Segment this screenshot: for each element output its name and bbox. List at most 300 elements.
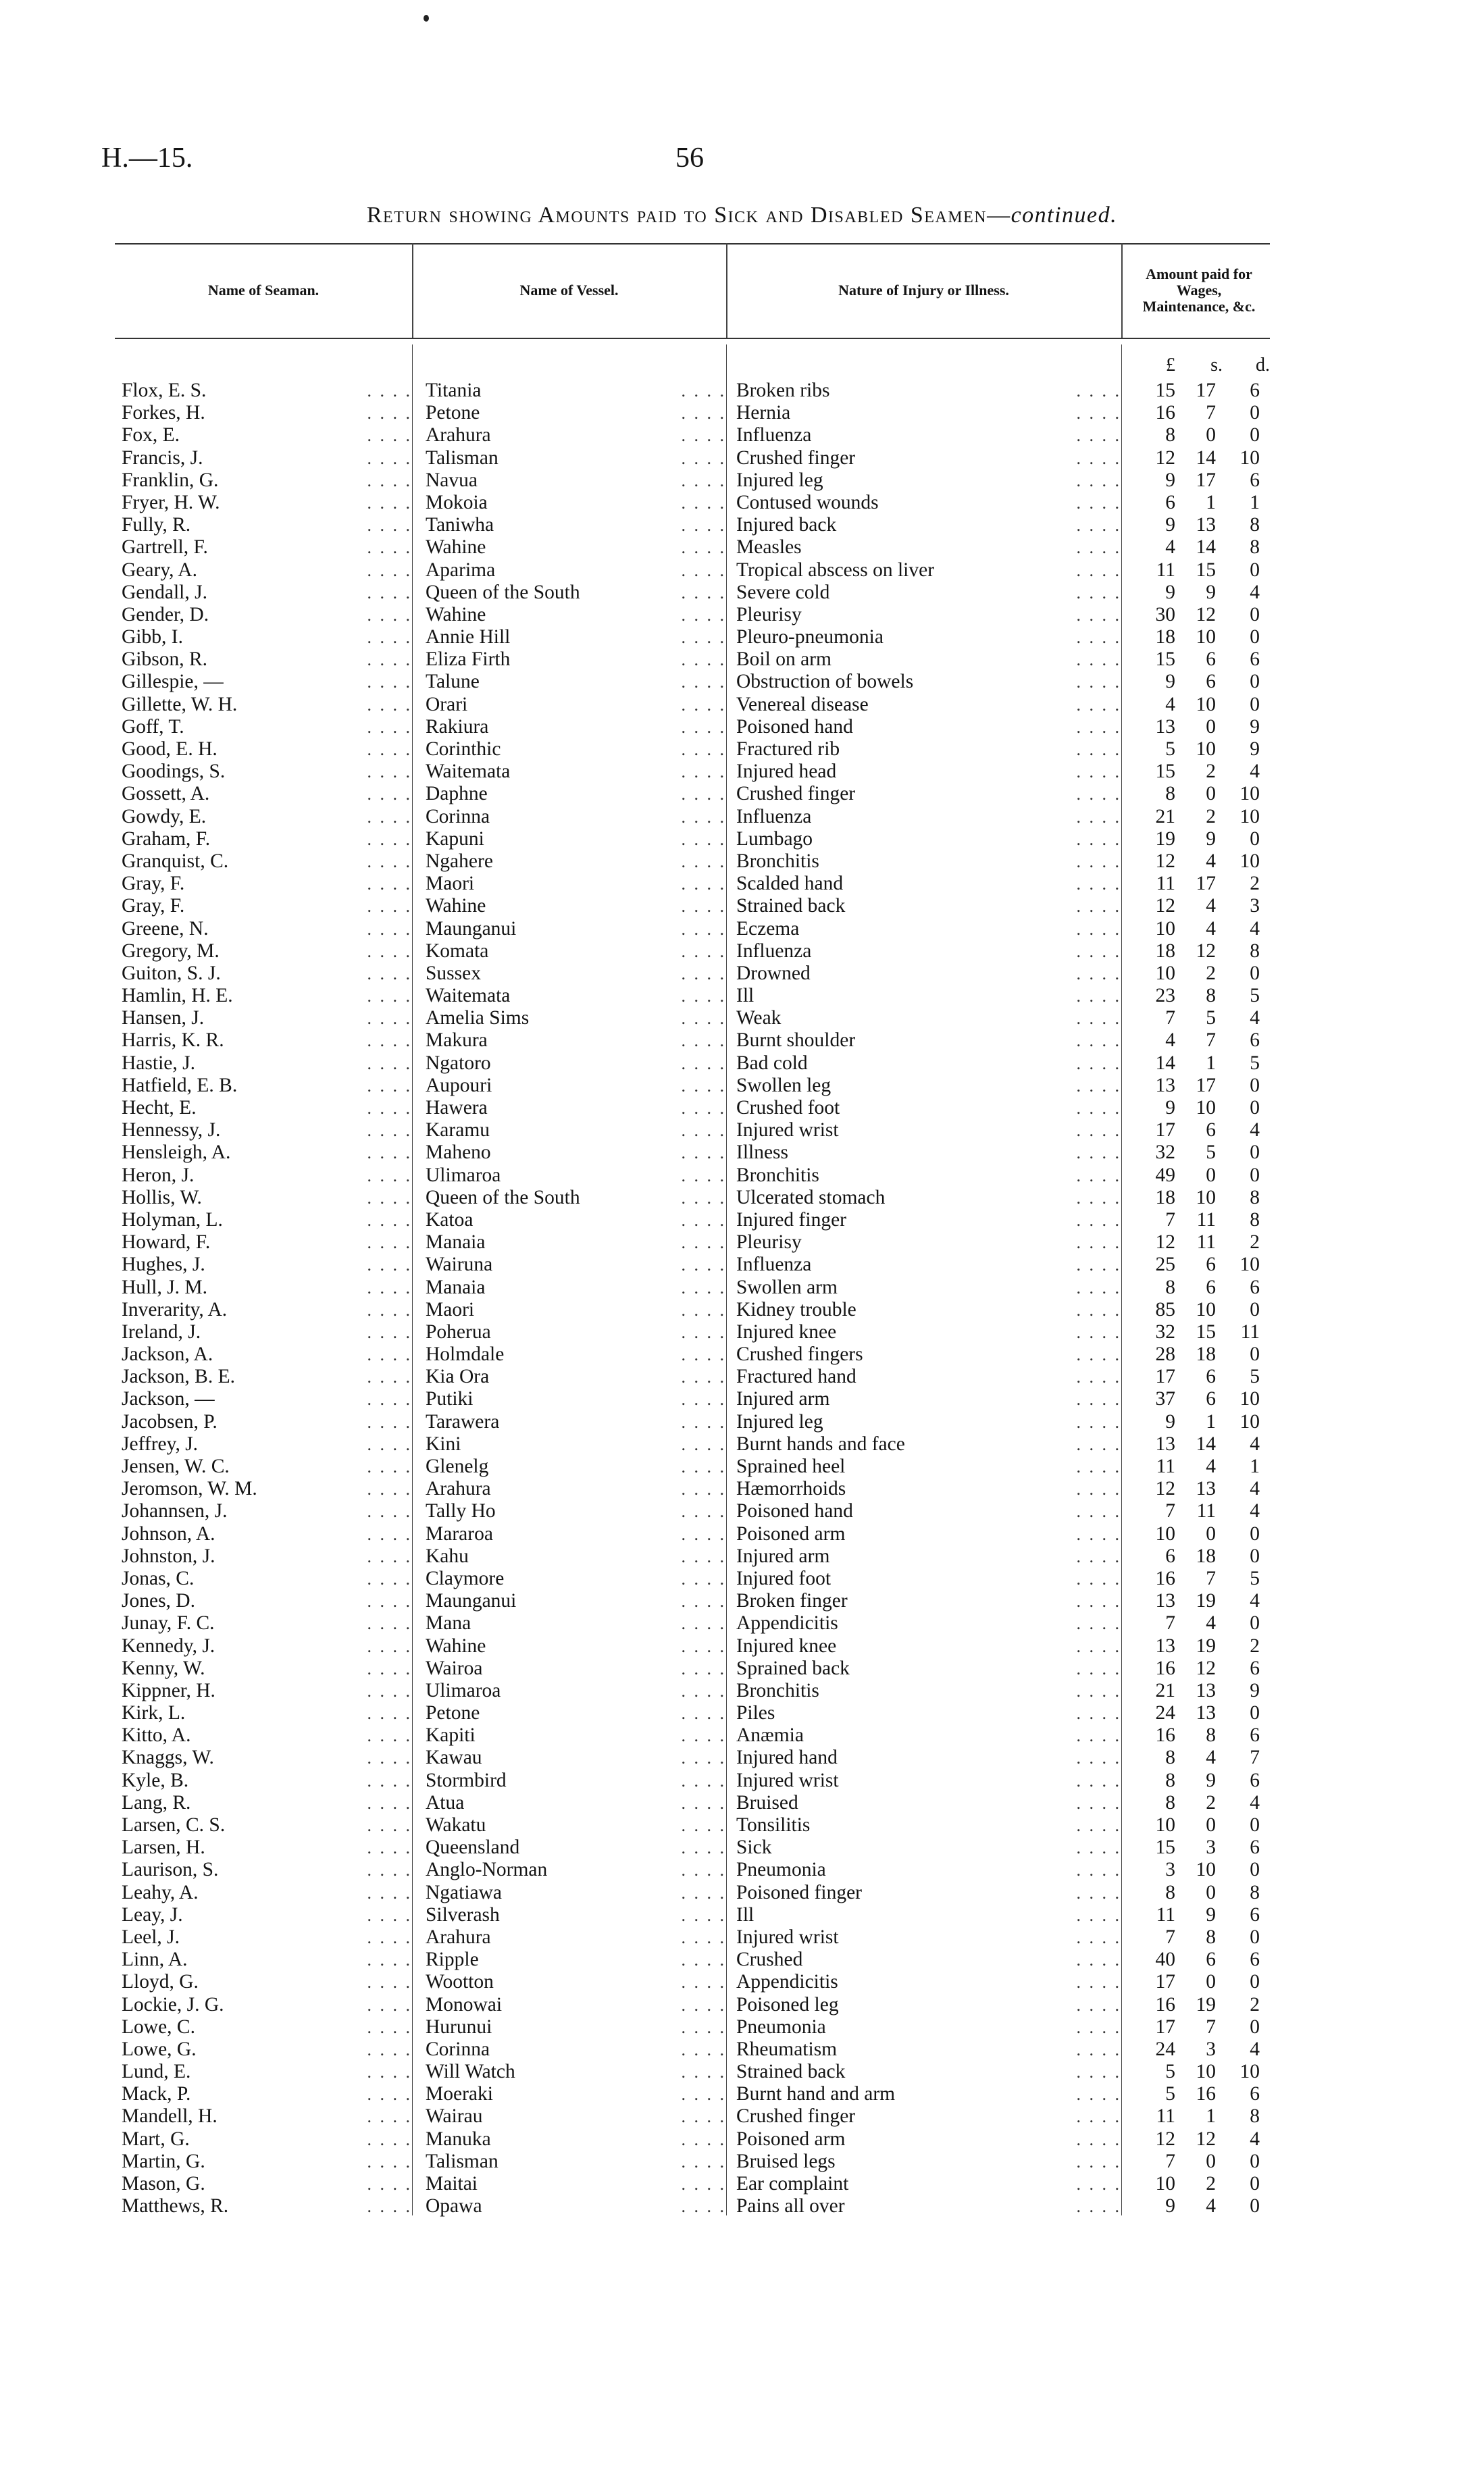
seaman-name: Linn, A. <box>122 1949 188 1971</box>
vessel-name: Claymore <box>426 1567 505 1589</box>
table-row <box>115 469 1270 492</box>
dot-leader: . . . . <box>367 941 412 961</box>
injury-nature: Crushed fingers <box>736 1343 863 1366</box>
dot-leader: . . . . <box>1076 1927 1121 1947</box>
seaman-name: Hecht, E. <box>122 1097 197 1119</box>
table-row <box>115 1523 1270 1545</box>
amount-shillings: 1 <box>1206 1052 1216 1074</box>
dot-leader: . . . . <box>367 1255 412 1275</box>
amount-shillings: 6 <box>1206 1388 1216 1410</box>
table-row <box>115 1029 1270 1052</box>
dot-leader: . . . . <box>367 1591 412 1612</box>
amount-shillings: 17 <box>1196 1074 1216 1096</box>
amount-pounds: 18 <box>1155 940 1175 962</box>
injury-nature: Injured knee <box>736 1320 837 1343</box>
amount-shillings: 6 <box>1206 1949 1216 1971</box>
dot-leader: . . . . <box>681 1972 726 1993</box>
page-number: 56 <box>675 143 704 174</box>
table-row <box>115 2061 1270 2083</box>
vessel-name: Queen of the South <box>426 581 580 603</box>
amount-shillings: 0 <box>1206 1814 1216 1836</box>
vessel-name: Maunganui <box>426 917 517 940</box>
amount-pounds: 13 <box>1155 715 1175 738</box>
seaman-name: Hastie, J. <box>122 1052 195 1074</box>
dot-leader: . . . . <box>1076 874 1121 894</box>
dot-leader: . . . . <box>367 806 412 827</box>
table-row <box>115 1075 1270 1097</box>
vessel-name: Orari <box>426 693 468 715</box>
vessel-name: Amelia Sims <box>426 1007 530 1029</box>
dot-leader: . . . . <box>1076 2084 1121 2105</box>
amount-pounds: 7 <box>1165 1612 1175 1635</box>
dot-leader: . . . . <box>1076 1680 1121 1701</box>
vessel-name: Manaia <box>426 1231 486 1254</box>
amount-pence: 6 <box>1250 1837 1260 1859</box>
dot-leader: . . . . <box>367 1008 412 1029</box>
seaman-name: Fryer, H. W. <box>122 491 220 513</box>
dot-leader: . . . . <box>367 874 412 894</box>
injury-nature: Scalded hand <box>736 873 844 895</box>
dot-leader: . . . . <box>1076 1031 1121 1051</box>
injury-nature: Injured arm <box>736 1388 830 1410</box>
injury-nature: Sick <box>736 1837 772 1859</box>
injury-nature: Injured wrist <box>736 1769 839 1791</box>
dot-leader: . . . . <box>367 582 412 602</box>
injury-nature: Boil on arm <box>736 648 831 671</box>
vessel-name: Manuka <box>426 2128 491 2150</box>
table-row <box>115 1837 1270 1859</box>
seaman-name: Martin, G. <box>122 2150 205 2172</box>
amount-pence: 4 <box>1250 1590 1260 1612</box>
seaman-name: Hamlin, H. E. <box>122 985 233 1007</box>
table-row <box>115 1299 1270 1321</box>
amount-shillings: 3 <box>1206 2038 1216 2060</box>
dot-leader: . . . . <box>1076 1121 1121 1141</box>
dot-leader: . . . . <box>1076 2039 1121 2059</box>
dot-leader: . . . . <box>1076 1233 1121 1253</box>
dot-leader: . . . . <box>1076 1748 1121 1768</box>
vessel-name: Petone <box>426 402 480 424</box>
amount-pence: 9 <box>1250 1679 1260 1701</box>
vessel-name: Wootton <box>426 1971 494 1993</box>
amount-pence: 6 <box>1250 1949 1260 1971</box>
dot-leader: . . . . <box>367 1233 412 1253</box>
dot-leader: . . . . <box>1076 492 1121 513</box>
amount-shillings: 19 <box>1196 1590 1216 1612</box>
dot-leader: . . . . <box>681 2174 726 2194</box>
table-row <box>115 2016 1270 2038</box>
amount-pence: 4 <box>1250 581 1260 603</box>
table-row <box>115 1277 1270 1299</box>
amount-pounds: 10 <box>1155 1522 1175 1545</box>
amount-shillings: 2 <box>1206 962 1216 984</box>
injury-nature: Crushed finger <box>736 2105 856 2128</box>
amount-shillings: 10 <box>1196 738 1216 760</box>
dot-leader: . . . . <box>681 694 726 715</box>
table-row <box>115 1254 1270 1276</box>
injury-nature: Influenza <box>736 940 812 962</box>
dot-leader: . . . . <box>681 1882 726 1903</box>
amount-pence: 4 <box>1250 761 1260 783</box>
page-title <box>0 203 1484 228</box>
amount-pence: 8 <box>1250 940 1260 962</box>
amount-shillings: 7 <box>1206 1567 1216 1589</box>
amount-shillings: 4 <box>1206 1456 1216 1477</box>
column-divider <box>1121 243 1123 338</box>
dot-leader: . . . . <box>1076 1546 1121 1566</box>
dot-leader: . . . . <box>367 672 412 692</box>
amount-pence: 3 <box>1250 895 1260 917</box>
vessel-name: Arahura <box>426 1478 491 1500</box>
amount-pence: 0 <box>1250 2016 1260 2038</box>
dot-leader: . . . . <box>367 515 412 536</box>
amount-pence: 0 <box>1250 1971 1260 1993</box>
amount-shillings: 10 <box>1196 1186 1216 1208</box>
amount-pounds: 28 <box>1155 1343 1175 1366</box>
amount-pence: 6 <box>1250 1903 1260 1926</box>
amount-pounds: 18 <box>1155 1186 1175 1208</box>
injury-nature: Eczema <box>736 917 800 940</box>
dot-leader: . . . . <box>681 1031 726 1051</box>
vessel-name: Maheno <box>426 1141 491 1164</box>
dot-leader: . . . . <box>367 1457 412 1477</box>
seaman-name: Gray, F. <box>122 895 185 917</box>
table-row <box>115 1904 1270 1926</box>
table-row <box>115 1926 1270 1949</box>
dot-leader: . . . . <box>1076 963 1121 983</box>
amount-shillings: 0 <box>1206 1522 1216 1545</box>
dot-leader: . . . . <box>367 1502 412 1522</box>
dot-leader: . . . . <box>1076 1905 1121 1925</box>
injury-nature: Poisoned leg <box>736 1993 839 2016</box>
dot-leader: . . . . <box>681 963 726 983</box>
amount-pounds: 9 <box>1165 469 1175 491</box>
amount-pounds: 19 <box>1155 827 1175 850</box>
amount-pounds: 21 <box>1155 1679 1175 1701</box>
injury-nature: Burnt hand and arm <box>736 2083 896 2105</box>
dot-leader: . . . . <box>681 1816 726 1835</box>
amount-pounds: 24 <box>1155 2038 1175 2060</box>
vessel-name: Mararoa <box>426 1522 493 1545</box>
dot-leader: . . . . <box>681 1412 726 1432</box>
dot-leader: . . . . <box>681 1614 726 1634</box>
dot-leader: . . . . <box>681 1860 726 1880</box>
amount-pounds: 32 <box>1155 1320 1175 1343</box>
seaman-name: Inverarity, A. <box>122 1298 228 1320</box>
table-row <box>115 1658 1270 1680</box>
seaman-name: Ireland, J. <box>122 1320 201 1343</box>
seaman-name: Johnston, J. <box>122 1545 215 1567</box>
amount-pounds: 12 <box>1155 446 1175 469</box>
amount-pence: 10 <box>1239 850 1260 872</box>
vessel-name: Taniwha <box>426 514 494 536</box>
amount-shillings: 0 <box>1206 2150 1216 2172</box>
amount-pounds: 21 <box>1155 805 1175 827</box>
amount-pounds: 7 <box>1165 1926 1175 1948</box>
vessel-name: Arahura <box>426 1926 491 1948</box>
seaman-name: Fox, E. <box>122 424 180 446</box>
amount-pence: 0 <box>1250 827 1260 850</box>
amount-shillings: 7 <box>1206 2016 1216 2038</box>
dot-leader: . . . . <box>1076 1389 1121 1410</box>
dot-leader: . . . . <box>367 851 412 871</box>
injury-nature: Poisoned hand <box>736 715 853 738</box>
seaman-name: Hensleigh, A. <box>122 1141 231 1164</box>
injury-nature: Injured arm <box>736 1545 830 1567</box>
amount-shillings: 12 <box>1196 2128 1216 2150</box>
dot-leader: . . . . <box>1076 1636 1121 1656</box>
amount-pence: 0 <box>1250 1522 1260 1545</box>
vessel-name: Katoa <box>426 1208 474 1231</box>
dot-leader: . . . . <box>681 1636 726 1656</box>
table-row <box>115 1859 1270 1881</box>
injury-nature: Poisoned arm <box>736 2128 846 2150</box>
dot-leader: . . . . <box>367 1322 412 1342</box>
injury-nature: Influenza <box>736 805 812 827</box>
injury-nature: Kidney trouble <box>736 1298 856 1320</box>
injury-nature: Pains all over <box>736 2195 845 2217</box>
dot-leader: . . . . <box>367 1882 412 1903</box>
amount-pence: 0 <box>1250 1926 1260 1948</box>
amount-pounds: 16 <box>1155 1993 1175 2016</box>
dot-leader: . . . . <box>367 1345 412 1365</box>
amount-pounds: 16 <box>1155 1567 1175 1589</box>
injury-nature: Appendicitis <box>736 1971 838 1993</box>
amount-pence: 0 <box>1250 626 1260 648</box>
amount-shillings: 8 <box>1206 985 1216 1007</box>
dot-leader: . . . . <box>1076 740 1121 759</box>
dot-leader: . . . . <box>367 1031 412 1051</box>
dot-leader: . . . . <box>1076 1995 1121 2015</box>
dot-leader: . . . . <box>367 2062 412 2082</box>
dot-leader: . . . . <box>681 515 726 536</box>
dot-leader: . . . . <box>681 717 726 737</box>
amount-pence: 0 <box>1250 402 1260 424</box>
amount-pence: 6 <box>1250 1657 1260 1679</box>
amount-shillings: 2 <box>1206 1791 1216 1814</box>
dot-leader: . . . . <box>681 1075 726 1096</box>
dot-leader: . . . . <box>367 1905 412 1925</box>
amount-shillings: 13 <box>1196 514 1216 536</box>
dot-leader: . . . . <box>1076 2107 1121 2127</box>
seaman-name: Guiton, S. J. <box>122 962 221 984</box>
seaman-name: Laurison, S. <box>122 1859 219 1881</box>
injury-nature: Bronchitis <box>736 1679 819 1701</box>
injury-nature: Hæmorrhoids <box>736 1478 846 1500</box>
vessel-name: Atua <box>426 1791 465 1814</box>
dot-leader: . . . . <box>1076 1860 1121 1880</box>
amount-shillings: 18 <box>1196 1343 1216 1366</box>
amount-shillings: 12 <box>1196 1657 1216 1679</box>
dot-leader: . . . . <box>367 538 412 558</box>
table-row <box>115 783 1270 805</box>
amount-shillings: 4 <box>1206 1612 1216 1635</box>
table-row <box>115 1814 1270 1837</box>
seaman-name: Gibb, I. <box>122 626 183 648</box>
vessel-name: Will Watch <box>426 2061 515 2083</box>
table-row <box>115 2195 1270 2217</box>
amount-shillings: 0 <box>1206 1881 1216 1903</box>
seaman-name: Leay, J. <box>122 1903 183 1926</box>
amount-shillings: 15 <box>1196 1320 1216 1343</box>
vessel-name: Stormbird <box>426 1769 507 1791</box>
amount-shillings: 14 <box>1196 446 1216 469</box>
vessel-name: Ngatoro <box>426 1052 491 1074</box>
pounds-label: £ <box>1166 355 1175 376</box>
injury-nature: Lumbago <box>736 827 813 850</box>
amount-pounds: 13 <box>1155 1635 1175 1657</box>
injury-nature: Sprained heel <box>736 1456 846 1477</box>
seaman-name: Gibson, R. <box>122 648 208 671</box>
dot-leader: . . . . <box>1076 1703 1121 1724</box>
dot-leader: . . . . <box>1076 1658 1121 1678</box>
injury-nature: Pneumonia <box>736 2016 826 2038</box>
dot-leader: . . . . <box>367 2017 412 2037</box>
table-row <box>115 828 1270 850</box>
dot-leader: . . . . <box>367 1367 412 1387</box>
table-row <box>115 1321 1270 1343</box>
amount-pounds: 12 <box>1155 2128 1175 2150</box>
dot-leader: . . . . <box>681 762 726 782</box>
dot-leader: . . . . <box>1076 717 1121 737</box>
injury-nature: Injured wrist <box>736 1119 839 1141</box>
dot-leader: . . . . <box>367 919 412 939</box>
amount-pence: 6 <box>1250 1276 1260 1298</box>
seaman-name: Jeffrey, J. <box>122 1433 199 1455</box>
amount-pence: 8 <box>1250 2105 1260 2128</box>
amount-shillings: 9 <box>1206 581 1216 603</box>
table-row <box>115 1164 1270 1187</box>
table-row <box>115 2151 1270 2173</box>
dot-leader: . . . . <box>1076 1098 1121 1118</box>
amount-pounds: 9 <box>1165 581 1175 603</box>
table-row <box>115 380 1270 402</box>
vessel-name: Ulimaroa <box>426 1164 501 1186</box>
amount-shillings: 13 <box>1196 1702 1216 1724</box>
vessel-name: Glenelg <box>426 1456 489 1477</box>
amount-shillings: 2 <box>1206 805 1216 827</box>
amount-shillings: 10 <box>1196 626 1216 648</box>
seaman-name: Good, E. H. <box>122 738 218 760</box>
amount-shillings: 11 <box>1196 1208 1216 1231</box>
amount-pounds: 85 <box>1155 1298 1175 1320</box>
table-row <box>115 1366 1270 1388</box>
amount-shillings: 10 <box>1196 2061 1216 2083</box>
amount-pence: 0 <box>1250 1612 1260 1635</box>
table-row <box>115 716 1270 738</box>
seaman-name: Gillette, W. H. <box>122 693 238 715</box>
dot-leader: . . . . <box>1076 2017 1121 2037</box>
amount-shillings: 1 <box>1206 491 1216 513</box>
amount-shillings: 18 <box>1196 1545 1216 1567</box>
amount-shillings: 3 <box>1206 1837 1216 1859</box>
table-row <box>115 2083 1270 2105</box>
amount-pounds: 6 <box>1165 491 1175 513</box>
amount-pence: 10 <box>1239 446 1260 469</box>
amount-pence: 4 <box>1250 1791 1260 1814</box>
dot-leader: . . . . <box>367 2107 412 2127</box>
vessel-name: Kapuni <box>426 827 484 850</box>
dot-leader: . . . . <box>1076 1322 1121 1342</box>
amount-pence: 10 <box>1239 1410 1260 1433</box>
amount-shillings: 16 <box>1196 2083 1216 2105</box>
vessel-name: Queen of the South <box>426 1186 580 1208</box>
title-main: Return showing Amounts paid to Sick and Disabled Seamen— <box>366 203 1011 228</box>
dot-leader: . . . . <box>681 403 726 424</box>
amount-pounds: 8 <box>1165 1791 1175 1814</box>
vessel-name: Ngahere <box>426 850 493 872</box>
injury-nature: Swollen leg <box>736 1074 831 1096</box>
dot-leader: . . . . <box>367 403 412 424</box>
amount-pounds: 8 <box>1165 783 1175 805</box>
dot-leader: . . . . <box>681 560 726 580</box>
amount-pence: 7 <box>1250 1747 1260 1769</box>
seaman-name: Hollis, W. <box>122 1186 202 1208</box>
dot-leader: . . . . <box>367 2151 412 2172</box>
seaman-name: Greene, N. <box>122 917 209 940</box>
dot-leader: . . . . <box>681 874 726 894</box>
amount-pounds: 15 <box>1155 761 1175 783</box>
injury-nature: Broken finger <box>736 1590 848 1612</box>
injury-nature: Anæmia <box>736 1724 804 1747</box>
injury-nature: Bronchitis <box>736 1164 819 1186</box>
injury-nature: Poisoned hand <box>736 1500 853 1522</box>
amount-shillings: 13 <box>1196 1478 1216 1500</box>
dot-leader: . . . . <box>681 672 726 692</box>
dot-leader: . . . . <box>367 650 412 670</box>
ink-speck <box>424 15 429 22</box>
vessel-name: Wahine <box>426 1635 486 1657</box>
amount-pence: 4 <box>1250 2038 1260 2060</box>
dot-leader: . . . . <box>367 1277 412 1298</box>
amount-pounds: 30 <box>1155 603 1175 625</box>
amount-pence: 6 <box>1250 1029 1260 1052</box>
dot-leader: . . . . <box>1076 672 1121 692</box>
seaman-name: Mack, P. <box>122 2083 191 2105</box>
dot-leader: . . . . <box>367 1053 412 1073</box>
dot-leader: . . . . <box>1076 1412 1121 1432</box>
dot-leader: . . . . <box>367 1770 412 1791</box>
dot-leader: . . . . <box>367 1658 412 1678</box>
injury-nature: Illness <box>736 1141 789 1164</box>
amount-shillings: 2 <box>1206 2173 1216 2195</box>
amount-shillings: 5 <box>1206 1007 1216 1029</box>
seaman-name: Goodings, S. <box>122 761 226 783</box>
injury-nature: Swollen arm <box>736 1276 838 1298</box>
injury-nature: Weak <box>736 1007 782 1029</box>
injury-nature: Hernia <box>736 402 791 424</box>
injury-nature: Burnt hands and face <box>736 1433 905 1455</box>
dot-leader: . . . . <box>681 2039 726 2059</box>
amount-pence: 5 <box>1250 985 1260 1007</box>
vessel-name: Manaia <box>426 1276 486 1298</box>
amount-shillings: 17 <box>1196 873 1216 895</box>
table-row <box>115 648 1270 671</box>
dot-leader: . . . . <box>681 1143 726 1163</box>
table-row <box>115 1343 1270 1366</box>
amount-pounds: 5 <box>1165 2083 1175 2105</box>
amount-pence: 0 <box>1250 603 1260 625</box>
table-row <box>115 850 1270 873</box>
dot-leader: . . . . <box>681 2107 726 2127</box>
dot-leader: . . . . <box>681 2062 726 2082</box>
injury-nature: Burnt shoulder <box>736 1029 856 1052</box>
amount-pounds: 6 <box>1165 1545 1175 1567</box>
dot-leader: . . . . <box>681 740 726 759</box>
amount-pounds: 9 <box>1165 1097 1175 1119</box>
amount-shillings: 10 <box>1196 1298 1216 1320</box>
seaman-name: Leel, J. <box>122 1926 180 1948</box>
